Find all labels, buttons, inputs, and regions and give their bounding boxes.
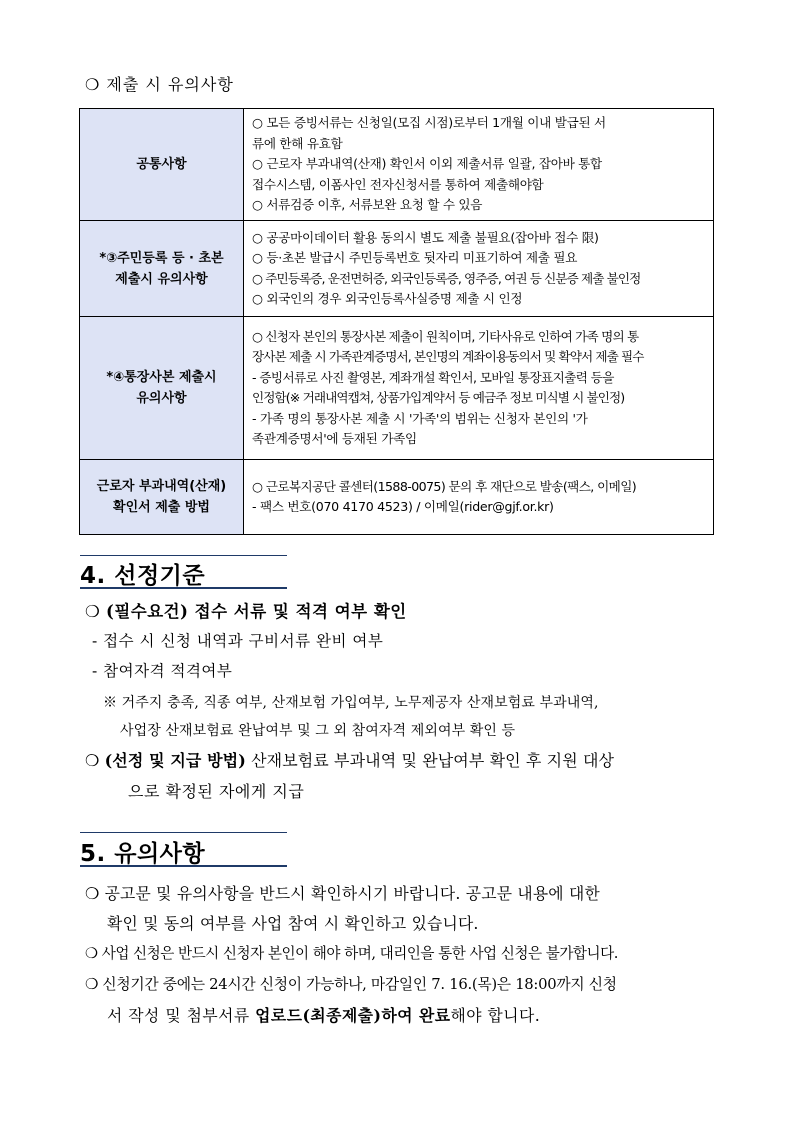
row-body-line: 류에 한해 유효함 (252, 135, 343, 151)
section-5-underline (80, 865, 287, 867)
row-header-accident-insurance (80, 460, 244, 535)
row-body-line: - 팩스 번호(070 4170 4523) / 이메일(rider@gjf.or.kr) (252, 499, 554, 514)
submission-notes-heading: ❍ 제출 시 유의사항 (85, 75, 234, 94)
criteria-selection-line-2: 으로 확정된 자에게 지급 (128, 782, 305, 801)
row-body-line: ○ 모든 증빙서류는 신청일(모집 시점)로부터 1개월 이내 발급된 서 (252, 115, 606, 131)
row-body-bankbook (244, 317, 714, 460)
row-header-line: *③주민등록 등 · 초본 (99, 250, 224, 266)
table-row (80, 109, 714, 221)
table-row (80, 317, 714, 460)
row-body-line: ○ 공공마이데이터 활용 동의시 별도 제출 불필요(잡아바 접수 限) (252, 229, 599, 245)
row-header-line: 제출시 유의사항 (115, 271, 208, 287)
row-body-line: ○ 등·초본 발급시 주민등록번호 뒷자리 미표기하여 제출 필요 (252, 250, 578, 265)
criteria-note-line-1: ※ 거주지 충족, 직종 여부, 산재보험 가입여부, 노무제공자 산재보험료 부과내역, (103, 695, 599, 711)
submission-notes-table (79, 108, 714, 535)
row-body-line: ○ 근로복지공단 콜센터(1588-0075) 문의 후 재단으로 발송(팩스, 이메일) (252, 478, 637, 494)
criteria-dash-1: - 접수 시 신청 내역과 구비서류 완비 여부 (92, 632, 384, 650)
row-body-line: ○ 주민등록증, 운전면허증, 외국인등록증, 영주증, 여권 등 신분증 제출 불인정 (252, 270, 641, 286)
section-4-title: 4. 선정기준 (80, 563, 206, 589)
row-body-line: ○ 서류검증 이후, 서류보완 요청 할 수 있음 (252, 197, 483, 213)
notice-3-text-pre: 서 작성 및 첨부서류 (107, 1006, 256, 1025)
notice-3-line-1: ❍ 신청기간 중에는 24시간 신청이 가능하나, 마감일인 7. 16.(목)은 18:00까지 신청 (85, 976, 617, 993)
row-body-resident-registration (244, 221, 714, 317)
row-header-bankbook (80, 317, 244, 460)
criteria-selection (85, 748, 614, 771)
row-body-common (244, 109, 714, 221)
criteria-selection-label: (선정 및 지급 방법) (104, 751, 246, 770)
notice-3-text-bold: 업로드(최종제출)하여 완료 (255, 1006, 451, 1025)
criteria-required (85, 598, 407, 622)
section-5-title: 5. 유의사항 (80, 841, 206, 867)
row-body-line: 인정함(※ 거래내역캡쳐, 상품가입계약서 등 예금주 정보 미식별 시 불인정) (252, 390, 625, 405)
section-5-top-rule (80, 832, 287, 833)
criteria-dash-2: - 참여자격 적격여부 (92, 662, 233, 680)
row-body-line: 장사본 제출 시 가족관계증명서, 본인명의 계좌이용동의서 및 확약서 제출 필수 (252, 349, 644, 364)
row-header-line: 공통사항 (136, 157, 187, 172)
table-row (80, 221, 714, 317)
row-body-line: 접수시스템, 이폼사인 전자신청서를 통하여 제출해야함 (252, 176, 544, 192)
criteria-required-text: (필수요건) 접수 서류 및 적격 여부 확인 (106, 602, 407, 621)
section-4-underline (80, 587, 287, 589)
notice-3-text-post: 해야 합니다. (450, 1006, 541, 1025)
row-body-accident-insurance (244, 460, 714, 535)
row-body-line: - 가족 명의 통장사본 제출 시 '가족'의 범위는 신청자 본인의 '가 (252, 410, 588, 426)
criteria-note-line-2: 사업장 산재보험료 완납여부 및 그 외 참여자격 제외여부 확인 등 (120, 723, 516, 739)
criteria-selection-text: 산재보험료 부과내역 및 완납여부 확인 후 지원 대상 (245, 751, 615, 770)
notice-3-line-2 (107, 1003, 540, 1026)
row-header-resident-registration (80, 221, 244, 317)
row-header-line: 유의사항 (136, 391, 187, 406)
row-header-line: 확인서 제출 방법 (113, 500, 210, 515)
row-body-line: - 증빙서류로 사진 촬영본, 계좌개설 확인서, 모바일 통장표지출력 등을 (252, 369, 614, 385)
row-body-line: ○ 근로자 부과내역(산재) 확인서 이외 제출서류 일괄, 잡아바 통합 (252, 156, 602, 172)
notice-2-line-1: ❍ 사업 신청은 반드시 신청자 본인이 해야 하며, 대리인을 통한 사업 신청은 불가합니다. (85, 945, 618, 962)
row-body-line: ○ 외국인의 경우 외국인등록사실증명 제출 시 인정 (252, 291, 523, 306)
row-header-common (80, 109, 244, 221)
row-header-line: *④통장사본 제출시 (106, 370, 217, 385)
section-4-top-rule (80, 555, 287, 556)
row-body-line: 족관계증명서'에 등재된 가족임 (252, 431, 417, 446)
bullet-icon: ❍ (85, 751, 105, 770)
notice-1-line-2: 확인 및 동의 여부를 사업 참여 시 확인하고 있습니다. (107, 914, 479, 933)
notice-1-line-1: ❍ 공고문 및 유의사항을 반드시 확인하시기 바랍니다. 공고문 내용에 대한 (85, 884, 600, 903)
bullet-icon: ❍ (85, 602, 107, 621)
row-body-line: ○ 신청자 본인의 통장사본 제출이 원칙이며, 기타사유로 인하여 가족 명의 통 (252, 328, 639, 344)
table-row (80, 460, 714, 535)
row-header-line: 근로자 부과내역(산재) (96, 479, 227, 494)
